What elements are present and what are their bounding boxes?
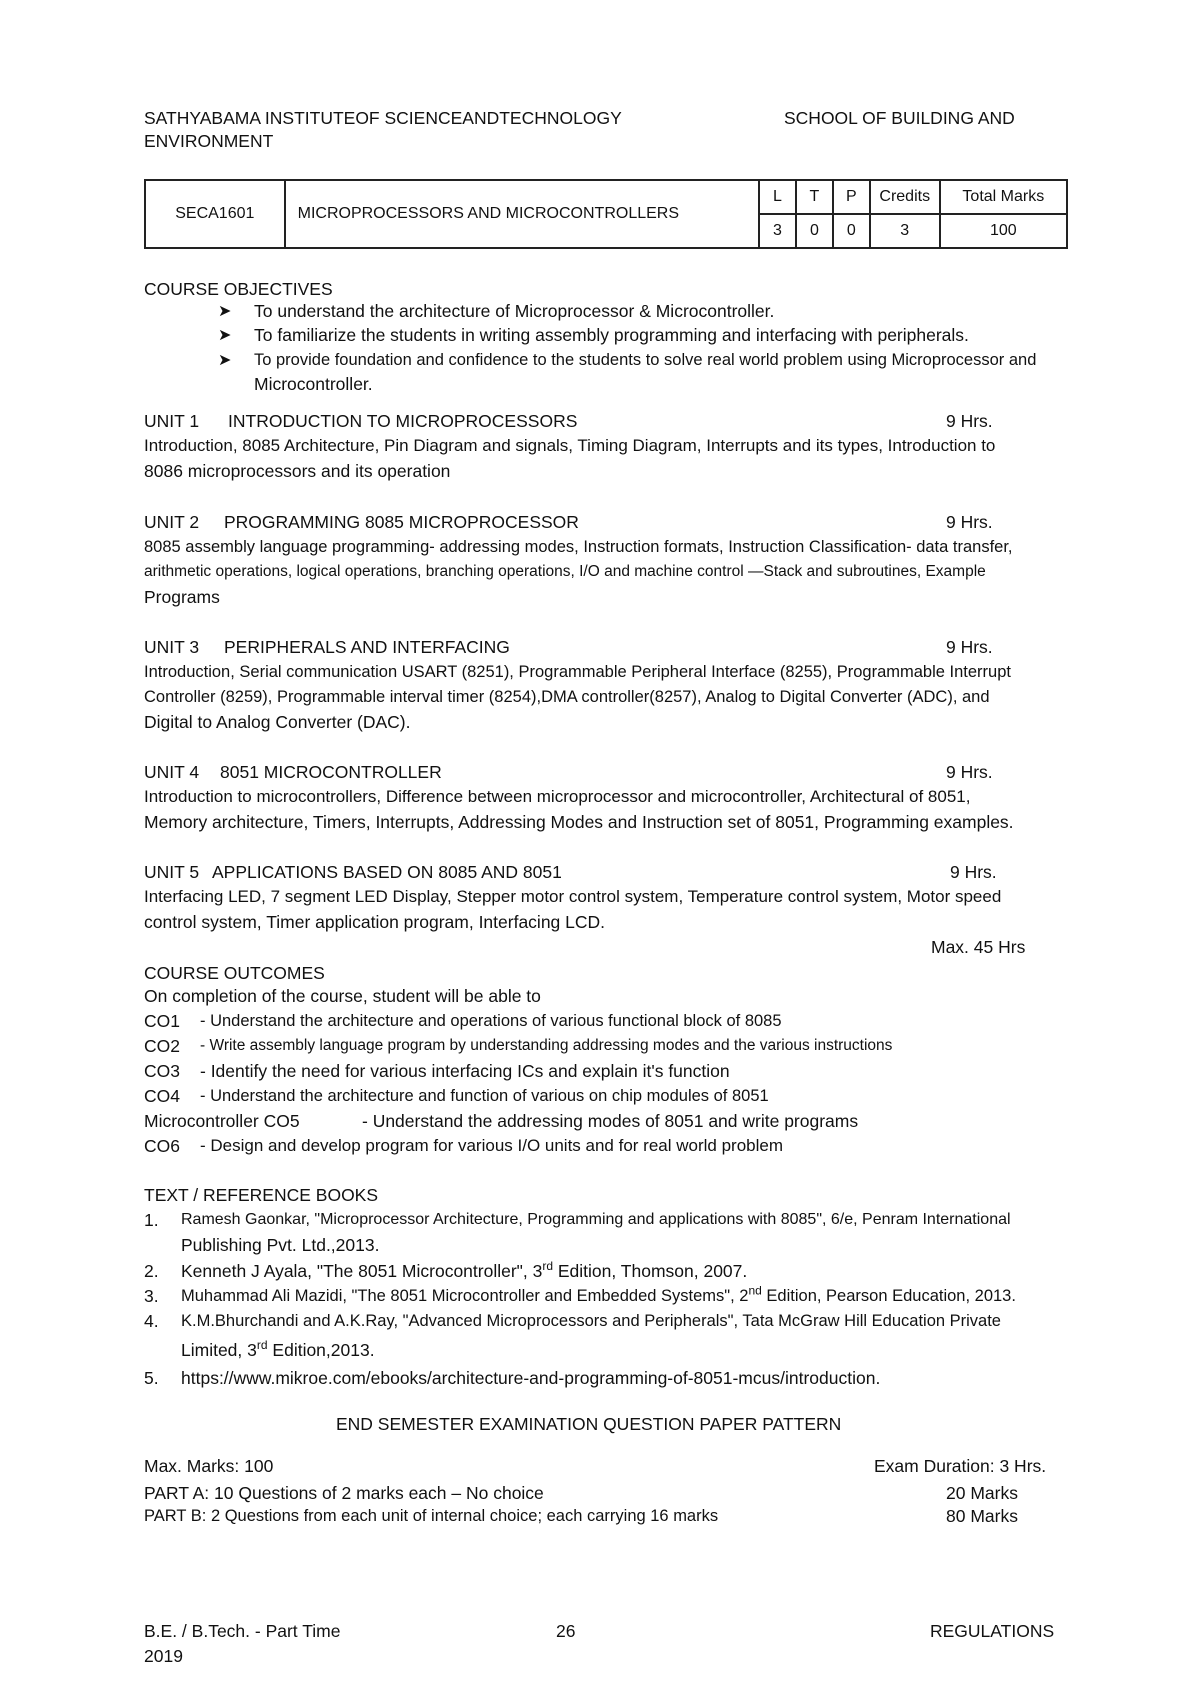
objective-item: To understand the architecture of Microprocessor & Microcontroller. xyxy=(254,301,775,321)
book-entry: Muhammad Ali Mazidi, "The 8051 Microcontroller and Embedded Systems", 2nd Edition, Pearson Education, 2013. xyxy=(181,1283,1016,1305)
course-info-table xyxy=(144,179,1068,249)
unit-1-description-line: Introduction, 8085 Architecture, Pin Diagram and signals, Timing Diagram, Interrupts and its types, Introduction to xyxy=(144,436,996,455)
outcome-text: - Understand the addressing modes of 8051 and write programs xyxy=(362,1111,859,1131)
col-label-p: P xyxy=(833,180,870,214)
unit-3-description-line: Controller (8259), Programmable interval timer (8254),DMA controller(8257), Analog to Digital Converter (ADC), and xyxy=(144,688,990,706)
book-number: 2. xyxy=(144,1261,159,1281)
unit-2-description-line: arithmetic operations, logical operations, branching operations, I/O and machine control —Stack and subroutines, Example xyxy=(144,563,986,580)
outcome-text: - Understand the architecture and operations of various functional block of 8085 xyxy=(200,1012,782,1030)
book-entry-continued: Limited, 3rd Edition,2013. xyxy=(181,1338,375,1360)
unit-5-title: APPLICATIONS BASED ON 8085 AND 8051 xyxy=(212,862,562,882)
unit-5-label: UNIT 5 xyxy=(144,862,200,882)
unit-4-label: UNIT 4 xyxy=(144,762,200,782)
unit-3-label: UNIT 3 xyxy=(144,637,200,657)
exam-part-a: PART A: 10 Questions of 2 marks each – No choice xyxy=(144,1483,544,1503)
unit-5-description-line: Interfacing LED, 7 segment LED Display, Stepper motor control system, Temperature control system, Motor speed xyxy=(144,887,1002,906)
value-t: 0 xyxy=(796,214,833,248)
arrow-bullet-icon: ➤ xyxy=(218,327,232,344)
footer-program: B.E. / B.Tech. - Part Time xyxy=(144,1621,341,1641)
unit-1-label: UNIT 1 xyxy=(144,411,200,431)
school-name-continued: ENVIRONMENT xyxy=(144,131,274,151)
objective-item-continued: Microcontroller. xyxy=(254,374,373,394)
outcome-code: CO2 xyxy=(144,1036,180,1056)
exam-max-marks: Max. Marks: 100 xyxy=(144,1456,274,1476)
book-number: 3. xyxy=(144,1286,159,1306)
unit-2-description-line: 8085 assembly language programming- addressing modes, Instruction formats, Instruction Classification- data transfer, xyxy=(144,538,1013,556)
objective-item: To familiarize the students in writing assembly programming and interfacing with peripherals. xyxy=(254,325,969,345)
outcome-code: CO6 xyxy=(144,1136,180,1156)
objective-item: To provide foundation and confidence to the students to solve real world problem using Microprocessor and xyxy=(254,351,1037,369)
unit-1-description-line: 8086 microprocessors and its operation xyxy=(144,461,451,481)
exam-duration: Exam Duration: 3 Hrs. xyxy=(874,1456,1047,1476)
unit-1-title: INTRODUCTION TO MICROPROCESSORS xyxy=(228,411,578,431)
outcome-text: - Understand the architecture and function of various on chip modules of 8051 xyxy=(200,1087,769,1105)
school-name: SCHOOL OF BUILDING AND xyxy=(784,108,1015,128)
footer-page-number: 26 xyxy=(556,1621,576,1641)
outcome-text: - Write assembly language program by understanding addressing modes and the various instructions xyxy=(200,1037,893,1054)
books-heading: TEXT / REFERENCE BOOKS xyxy=(144,1185,379,1205)
arrow-bullet-icon: ➤ xyxy=(218,303,232,320)
value-credits: 3 xyxy=(870,214,940,248)
outcome-code: CO1 xyxy=(144,1011,180,1031)
exam-part-a-marks: 20 Marks xyxy=(946,1483,1018,1503)
book-number: 4. xyxy=(144,1311,159,1331)
book-entry-continued: Publishing Pvt. Ltd.,2013. xyxy=(181,1235,380,1255)
outcome-code: Microcontroller CO5 xyxy=(144,1111,300,1131)
outcome-code: CO3 xyxy=(144,1061,180,1081)
objectives-heading: COURSE OBJECTIVES xyxy=(144,279,333,299)
max-hours: Max. 45 Hrs xyxy=(931,937,1026,957)
book-number: 5. xyxy=(144,1368,159,1388)
exam-part-b: PART B: 2 Questions from each unit of internal choice; each carrying 16 marks xyxy=(144,1507,719,1525)
arrow-bullet-icon: ➤ xyxy=(218,352,232,369)
outcome-text: - Identify the need for various interfacing ICs and explain it's function xyxy=(200,1061,730,1081)
value-l: 3 xyxy=(759,214,796,248)
value-p: 0 xyxy=(833,214,870,248)
col-label-t: T xyxy=(796,180,833,214)
col-label-credits: Credits xyxy=(870,180,940,214)
unit-4-title: 8051 MICROCONTROLLER xyxy=(220,762,442,782)
course-code: SECA1601 xyxy=(145,180,285,248)
unit-4-hours: 9 Hrs. xyxy=(946,762,993,782)
outcome-code: CO4 xyxy=(144,1086,180,1106)
book-link[interactable]: https://www.mikroe.com/ebooks/architecture-and-programming-of-8051-mcus/introduction. xyxy=(181,1368,881,1388)
col-label-total-marks: Total Marks xyxy=(940,180,1067,214)
unit-2-description-line: Programs xyxy=(144,587,220,607)
outcomes-heading: COURSE OUTCOMES xyxy=(144,963,325,983)
exam-part-b-marks: 80 Marks xyxy=(946,1506,1018,1526)
unit-3-description-line: Digital to Analog Converter (DAC). xyxy=(144,712,411,732)
book-entry: Kenneth J Ayala, "The 8051 Microcontroller", 3rd Edition, Thomson, 2007. xyxy=(181,1259,748,1281)
institute-name: SATHYABAMA INSTITUTEOF SCIENCEANDTECHNOLOGY xyxy=(144,108,622,128)
unit-5-hours: 9 Hrs. xyxy=(950,862,997,882)
unit-2-hours: 9 Hrs. xyxy=(946,512,993,532)
book-entry: Ramesh Gaonkar, "Microprocessor Architecture, Programming and applications with 8085", 6/e, Penram International xyxy=(181,1211,1011,1228)
unit-4-description-line: Introduction to microcontrollers, Difference between microprocessor and microcontroller, Architectural of 8051, xyxy=(144,787,971,806)
footer-regulations: REGULATIONS xyxy=(930,1621,1055,1641)
unit-3-hours: 9 Hrs. xyxy=(946,637,993,657)
unit-1-hours: 9 Hrs. xyxy=(946,411,993,431)
outcomes-intro: On completion of the course, student will be able to xyxy=(144,986,541,1006)
outcome-text: - Design and develop program for various I/O units and for real world problem xyxy=(200,1136,784,1155)
book-entry: K.M.Bhurchandi and A.K.Ray, "Advanced Microprocessors and Peripherals", Tata McGraw Hill Education Private xyxy=(181,1312,1001,1330)
course-title: MICROPROCESSORS AND MICROCONTROLLERS xyxy=(285,180,759,248)
unit-2-title: PROGRAMMING 8085 MICROPROCESSOR xyxy=(224,512,579,532)
book-number: 1. xyxy=(144,1210,159,1230)
unit-3-title: PERIPHERALS AND INTERFACING xyxy=(224,637,510,657)
footer-year: 2019 xyxy=(144,1646,183,1666)
value-total-marks: 100 xyxy=(940,214,1067,248)
unit-2-label: UNIT 2 xyxy=(144,512,200,532)
unit-4-description-line: Memory architecture, Timers, Interrupts, Addressing Modes and Instruction set of 8051, Programming examples. xyxy=(144,812,1014,832)
exam-heading: END SEMESTER EXAMINATION QUESTION PAPER PATTERN xyxy=(336,1414,842,1434)
col-label-l: L xyxy=(759,180,796,214)
unit-5-description-line: control system, Timer application program, Interfacing LCD. xyxy=(144,912,606,932)
unit-3-description-line: Introduction, Serial communication USART (8251), Programmable Peripheral Interface (8255), Programmable Interrupt xyxy=(144,663,1011,681)
